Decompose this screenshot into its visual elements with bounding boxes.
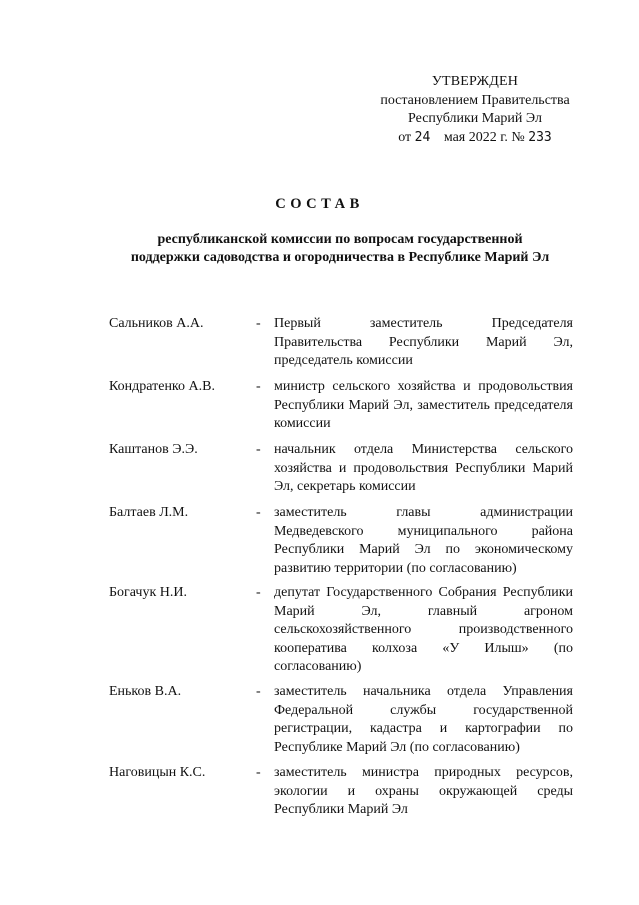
document-subtitle (90, 231, 590, 267)
approval-date-middle: мая 2022 г. № (443, 129, 525, 145)
document-subtitle-line-1: республиканской комиссии по вопросам государственной (157, 232, 523, 247)
member-position: начальник отдела Министерства сельского хозяйства и продовольствия Республики Марий Эл, секретарь комиссии (274, 442, 573, 494)
member-name: Наговицын К.С. (109, 765, 206, 780)
approval-republic-line: Республики Марий Эл (408, 111, 542, 126)
document-subtitle-line-2: поддержки садоводства и огородничества в Республике Марий Эл (130, 250, 550, 265)
approval-date-line (360, 129, 590, 148)
member-dash: - (256, 316, 261, 331)
member-dash: - (256, 684, 261, 699)
approval-heading: УТВЕРЖДЕН (431, 74, 519, 89)
member-name: Еньков В.А. (109, 684, 182, 699)
member-position: заместитель главы администрации Медведевского муниципального района Республики Марий Эл по экономическому развитию территории (по согласованию) (274, 505, 573, 576)
member-position: заместитель министра природных ресурсов, экологии и охраны окружающей среды Республики Марий Эл (274, 765, 573, 817)
approval-number: 233 (528, 129, 552, 145)
approval-decree-line: постановлением Правительства (380, 92, 570, 108)
member-dash: - (256, 585, 261, 600)
member-name: Каштанов Э.Э. (109, 442, 198, 457)
member-position: министр сельского хозяйства и продовольствия Республики Марий Эл, заместитель председателя комиссии (274, 379, 573, 431)
member-name: Балтаев Л.М. (109, 505, 189, 520)
approval-stamp (360, 73, 590, 147)
member-dash: - (256, 765, 261, 780)
member-name: Богачук Н.И. (109, 585, 187, 600)
document-title: СОСТАВ (275, 196, 364, 212)
member-position: Первый заместитель Председателя Правительства Республики Марий Эл, председатель комиссии (274, 316, 573, 368)
approval-date-day: 24 (414, 129, 431, 145)
member-position: депутат Государственного Собрания Республики Марий Эл, главный агроном сельскохозяйственного производственного кооператива колхоза «У Илыш» (по согласованию) (274, 585, 573, 674)
member-dash: - (256, 379, 261, 394)
member-name: Сальников А.А. (109, 316, 204, 331)
approval-date-prefix: от (398, 129, 412, 145)
member-dash: - (256, 442, 261, 457)
member-name: Кондратенко А.В. (109, 379, 215, 394)
member-dash: - (256, 505, 261, 520)
member-position: заместитель начальника отдела Управления Федеральной службы государственной регистрации, кадастра и картографии по Республике Марий Эл (по согласованию) (274, 684, 573, 755)
